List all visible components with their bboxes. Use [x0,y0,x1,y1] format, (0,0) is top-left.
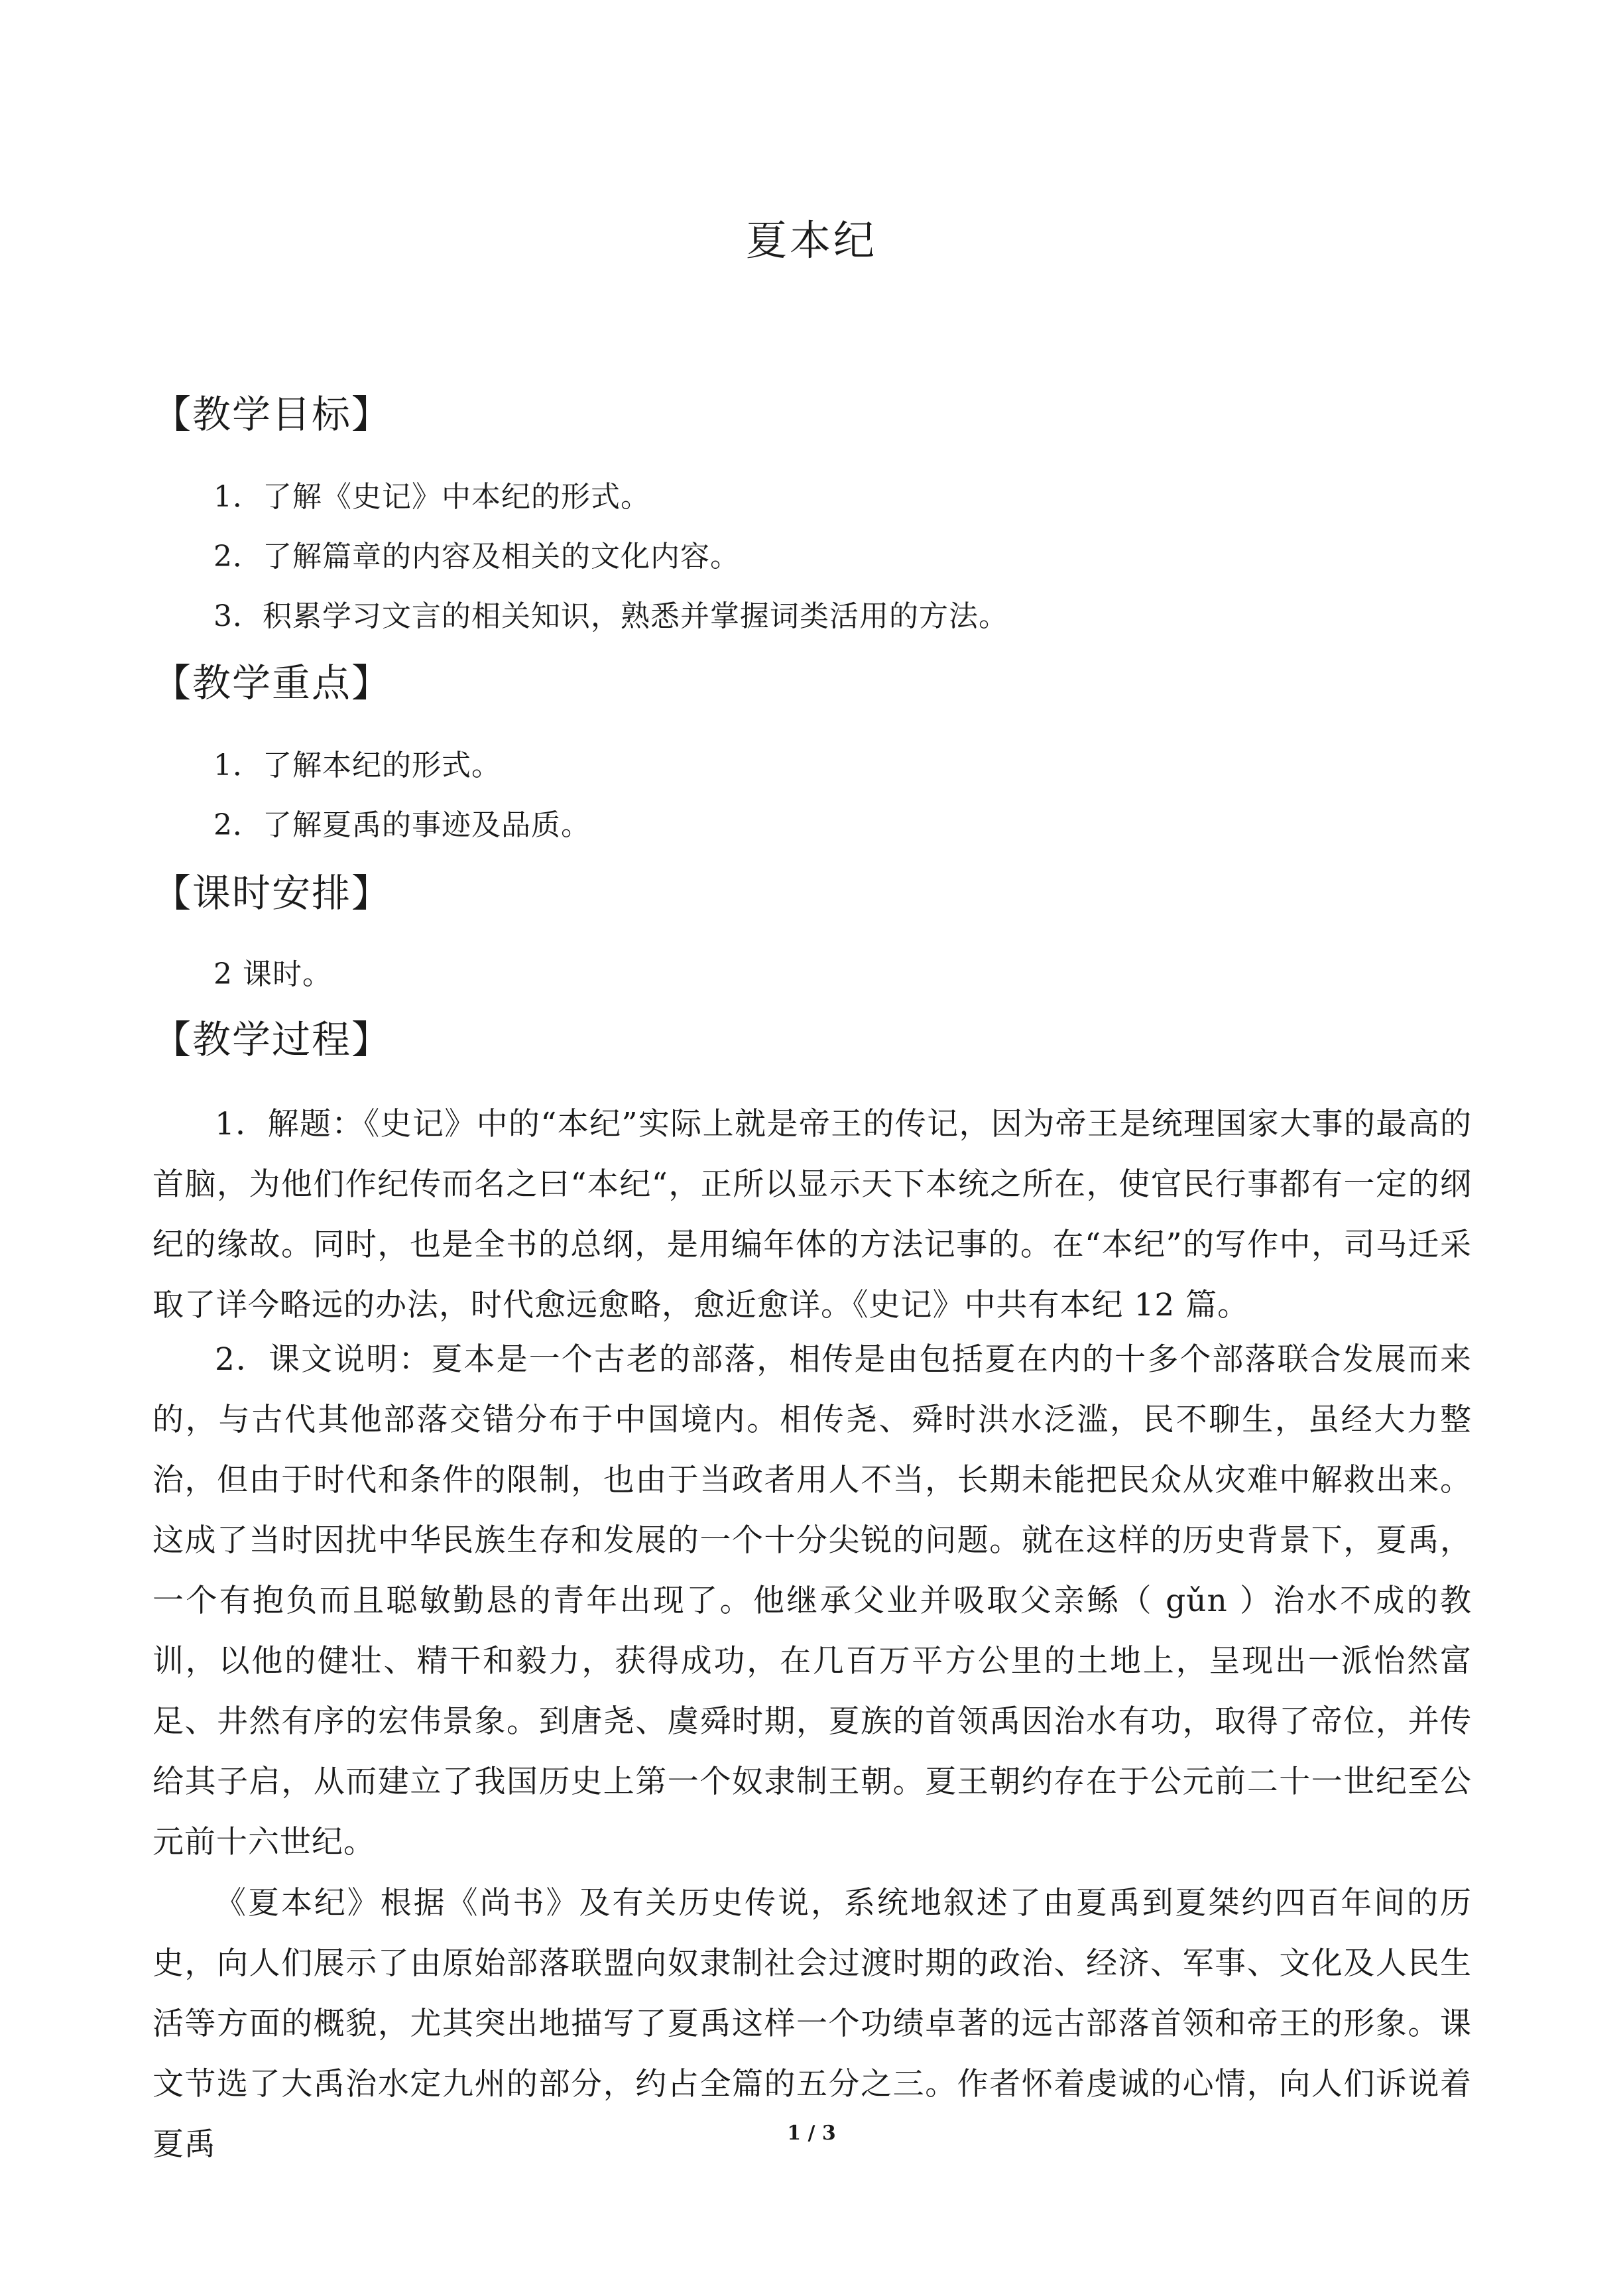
goal-item-3: 3．积累学习文言的相关知识，熟悉并掌握词类活用的方法。 [213,599,1008,633]
goal-item-2: 2．了解篇章的内容及相关的文化内容。 [213,540,740,574]
heading-teaching-focus: 【教学重点】 [152,660,392,705]
process-paragraph-3: 《夏本纪》根据《尚书》及有关历史传说，系统地叙述了由夏禹到夏桀约四百年间的历史，向人们展示了由原始部落联盟向奴隶制社会过渡时期的政治、经济、军事、文化及人民生活等方面的概貌，尤其突出地描写了夏禹这样一个功绩卓著的远古部落首领和帝王的形象。课文节选了大禹治水定九州的部分，约占全篇的五分之三。作者怀着虔诚的心情，向人们诉说着夏禹 [152,1885,1472,2163]
page-title: 夏本纪 [745,216,877,265]
focus-item-1: 1．了解本纪的形式。 [213,749,501,782]
focus-item-2: 2．了解夏禹的事迹及品质。 [213,808,591,842]
process-paragraph-1: 1．解题：《史记》中的“本纪”实际上就是帝王的传记，因为帝王是统理国家大事的最高的首脑，为他们作纪传而名之曰“本纪“，正所以显示天下本统之所在，使官民行事都有一定的纲纪的缘故。同时，也是全书的总纲，是用编年体的方法记事的。在“本纪”的写作中，司马迁采取了详今略远的办法，时代愈远愈略，愈近愈详。《史记》中共有本纪 12 篇。 [152,1106,1472,1323]
heading-teaching-process: 【教学过程】 [152,1017,392,1062]
goal-item-1: 1．了解《史记》中本纪的形式。 [213,480,650,514]
schedule-item: 2 课时。 [213,957,332,991]
page-number: 1 / 3 [787,2122,836,2145]
process-paragraph-2: 2．课文说明：夏本是一个古老的部落，相传是由包括夏在内的十多个部落联合发展而来的，与古代其他部落交错分布于中国境内。相传尧、舜时洪水泛滥，民不聊生，虽经大力整治，但由于时代和条件的限制，也由于当政者用人不当，长期未能把民众从灾难中解救出来。这成了当时因扰中华民族生存和发展的一个十分尖锐的问题。就在这样的历史背景下，夏禹，一个有抱负而且聪敏勤恳的青年出现了。他继承父业并吸取父亲鲧（ gǔn ）治水不成的教训，以他的健壮、精干和毅力，获得成功，在几百万平方公里的土地上，呈现出一派怡然富足、井然有序的宏伟景象。到唐尧、虞舜时期，夏族的首领禹因治水有功，取得了帝位，并传给其子启，从而建立了我国历史上第一个奴隶制王朝。夏王朝约存在于公元前二十一世纪至公元前十六世纪。 [152,1341,1472,1860]
heading-class-schedule: 【课时安排】 [152,871,392,916]
heading-teaching-goals: 【教学目标】 [152,392,392,437]
